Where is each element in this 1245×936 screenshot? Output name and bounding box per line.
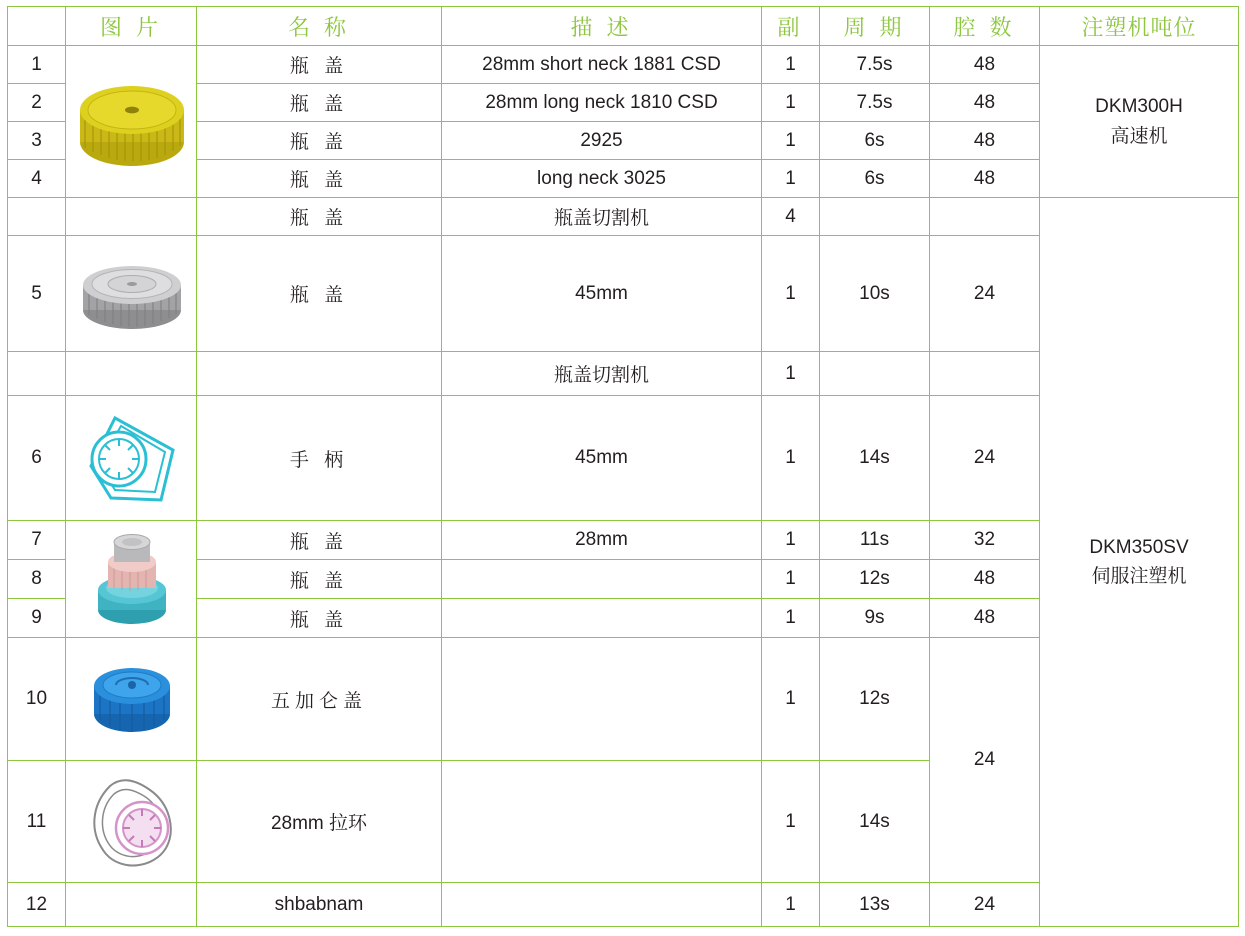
- cell-image-yellow-cap: [66, 46, 197, 198]
- header-cell-machine: 注塑机吨位: [1040, 7, 1239, 46]
- grey-bottle-cap-photo: [66, 255, 197, 333]
- cell-description: [442, 599, 762, 638]
- cell-sub: 1: [762, 560, 820, 599]
- cell-cavity: 24: [930, 396, 1040, 521]
- header-cell-description: 描 述: [442, 7, 762, 46]
- cell-cavity: 24: [930, 883, 1040, 927]
- cell-index: 12: [8, 883, 66, 927]
- cell-image-stacked-cap: [66, 521, 197, 638]
- cell-cycle: [820, 198, 930, 236]
- cell-cycle: 10s: [820, 236, 930, 352]
- header-cell-image: 图 片: [66, 7, 197, 46]
- cell-cavity: 48: [930, 560, 1040, 599]
- cell-image-blue-cap: [66, 638, 197, 761]
- cell-image-empty: [66, 883, 197, 927]
- machine-type: 高速机: [1110, 125, 1168, 147]
- cell-index: 2: [8, 84, 66, 122]
- cell-cavity: 32: [930, 521, 1040, 560]
- cell-name: 瓶 盖: [197, 198, 442, 236]
- cell-index: 10: [8, 638, 66, 761]
- cell-sub: 1: [762, 599, 820, 638]
- cell-index: 5: [8, 236, 66, 352]
- cell-index: 4: [8, 160, 66, 198]
- cell-cavity: 48: [930, 160, 1040, 198]
- machine-type: 伺服注塑机: [1091, 566, 1187, 587]
- cell-image-empty: [66, 198, 197, 236]
- yellow-bottle-cap-photo: [66, 70, 197, 174]
- cell-description: 45mm: [442, 236, 762, 352]
- cell-name: [197, 352, 442, 396]
- cyan-handle-drawing: [66, 404, 197, 512]
- cell-description: [442, 638, 762, 761]
- cell-name: 28mm 拉环: [197, 761, 442, 883]
- cell-description: 28mm short neck 1881 CSD: [442, 46, 762, 84]
- table-body: [8, 46, 1239, 927]
- spec-table-page: [0, 6, 1245, 936]
- cell-cavity: 24: [930, 638, 1040, 883]
- cell-cavity: 48: [930, 122, 1040, 160]
- product-spec-table: [7, 6, 1239, 927]
- cell-image-pull-ring: [66, 761, 197, 883]
- cell-image-empty: [66, 352, 197, 396]
- pull-ring-svg: [80, 770, 184, 874]
- cell-cycle: 14s: [820, 396, 930, 521]
- cell-name: 五加仑盖: [197, 638, 442, 761]
- machine-model: DKM300H: [1095, 96, 1183, 118]
- cell-machine-dkm300h: [1040, 46, 1239, 198]
- table-row: [8, 198, 1239, 236]
- cell-sub: 1: [762, 352, 820, 396]
- cell-description: [442, 883, 762, 927]
- cell-name: 瓶 盖: [197, 599, 442, 638]
- table-row: [8, 46, 1239, 84]
- cell-sub: 1: [762, 160, 820, 198]
- cell-name: 瓶 盖: [197, 122, 442, 160]
- cell-image-grey-cap: [66, 236, 197, 352]
- cell-cycle: 6s: [820, 122, 930, 160]
- cell-index: 8: [8, 560, 66, 599]
- cell-sub: 1: [762, 638, 820, 761]
- cell-cycle: 7.5s: [820, 84, 930, 122]
- cell-cycle: [820, 352, 930, 396]
- cell-cycle: 14s: [820, 761, 930, 883]
- cell-name: 手 柄: [197, 396, 442, 521]
- header-cell-sub: 副: [762, 7, 820, 46]
- cell-sub: 1: [762, 521, 820, 560]
- machine-model: DKM350SV: [1089, 536, 1189, 558]
- cell-index: 3: [8, 122, 66, 160]
- cell-cavity: 48: [930, 599, 1040, 638]
- cell-description: 28mm: [442, 521, 762, 560]
- cell-name: 瓶 盖: [197, 560, 442, 599]
- cell-index: 7: [8, 521, 66, 560]
- cell-cavity: 24: [930, 236, 1040, 352]
- cell-sub: 1: [762, 236, 820, 352]
- cell-description: [442, 560, 762, 599]
- cell-description: 瓶盖切割机: [442, 198, 762, 236]
- grey-cap-svg: [76, 255, 188, 333]
- cell-name: 瓶 盖: [197, 236, 442, 352]
- cell-name: 瓶 盖: [197, 84, 442, 122]
- cell-cycle: 7.5s: [820, 46, 930, 84]
- cell-sub: 1: [762, 883, 820, 927]
- table-header: [8, 7, 1239, 46]
- header-cell-name: 名 称: [197, 7, 442, 46]
- cell-index: 11: [8, 761, 66, 883]
- header-row: [8, 7, 1239, 46]
- cell-sub: 1: [762, 761, 820, 883]
- cell-description: [442, 761, 762, 883]
- cell-name: 瓶 盖: [197, 160, 442, 198]
- cell-name: 瓶 盖: [197, 521, 442, 560]
- pull-ring-drawing: [66, 770, 197, 874]
- cell-index: 9: [8, 599, 66, 638]
- cell-description: 28mm long neck 1810 CSD: [442, 84, 762, 122]
- header-cell-cavity: 腔 数: [930, 7, 1040, 46]
- cell-sub: 1: [762, 122, 820, 160]
- header-cell-cycle: 周 期: [820, 7, 930, 46]
- cell-index: [8, 352, 66, 396]
- cell-cycle: 12s: [820, 560, 930, 599]
- cell-index: [8, 198, 66, 236]
- cell-sub: 1: [762, 396, 820, 521]
- cell-sub: 1: [762, 84, 820, 122]
- blue-cap-svg: [86, 652, 178, 746]
- cell-index: 1: [8, 46, 66, 84]
- cell-image-handle: [66, 396, 197, 521]
- cell-sub: 4: [762, 198, 820, 236]
- cell-cavity: 48: [930, 46, 1040, 84]
- cell-cycle: 6s: [820, 160, 930, 198]
- cell-name: 瓶 盖: [197, 46, 442, 84]
- stacked-bottle-cap-photo: [66, 526, 197, 632]
- cell-cycle: 11s: [820, 521, 930, 560]
- cell-description: long neck 3025: [442, 160, 762, 198]
- cell-machine-dkm350sv: [1040, 198, 1239, 927]
- cell-cavity: [930, 352, 1040, 396]
- cell-cavity: [930, 198, 1040, 236]
- cell-description: 2925: [442, 122, 762, 160]
- cell-cycle: 9s: [820, 599, 930, 638]
- handle-svg: [77, 404, 187, 512]
- header-cell-index: [8, 7, 66, 46]
- cell-sub: 1: [762, 46, 820, 84]
- cell-name: shbabnam: [197, 883, 442, 927]
- cell-index: 6: [8, 396, 66, 521]
- cell-description: 瓶盖切割机: [442, 352, 762, 396]
- cell-cycle: 12s: [820, 638, 930, 761]
- cell-cycle: 13s: [820, 883, 930, 927]
- cell-cavity: 48: [930, 84, 1040, 122]
- cell-description: 45mm: [442, 396, 762, 521]
- stacked-cap-svg: [86, 526, 178, 632]
- yellow-cap-svg: [73, 70, 191, 174]
- blue-five-gallon-cap-photo: [66, 652, 197, 746]
